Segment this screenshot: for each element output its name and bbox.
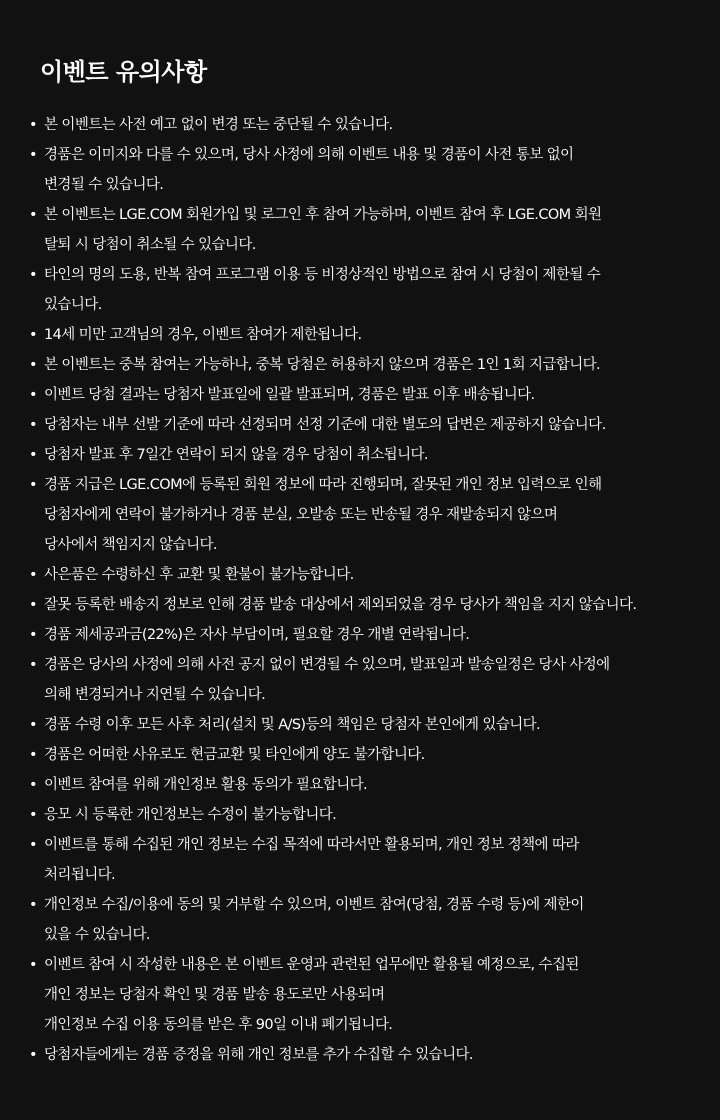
notice-line: 이벤트 참여를 위해 개인정보 활용 동의가 필요합니다.: [44, 777, 368, 793]
notice-line: 있습니다.: [44, 297, 102, 313]
notice-item: [0, 260, 720, 320]
notice-line: 잘못 등록한 배송지 정보로 인해 경품 발송 대상에서 제외되었을 경우 당사가 책임을 지지 않습니다.: [44, 597, 637, 613]
notice-line: 개인정보 수집/이용에 동의 및 거부할 수 있으며, 이벤트 참여(당첨, 경품 수령 등)에 제한이: [44, 897, 584, 913]
notice-list: [0, 110, 720, 1070]
notice-item: [0, 440, 720, 470]
notice-line: 경품은 당사의 사정에 의해 사전 공지 없이 변경될 수 있으며, 발표일과 발송일정은 당사 사정에: [44, 657, 610, 673]
bullet-dot-icon: •: [29, 837, 37, 853]
notice-item: [0, 650, 720, 710]
bullet-dot-icon: •: [29, 597, 37, 613]
notice-line: 본 이벤트는 사전 예고 없이 변경 또는 중단될 수 있습니다.: [44, 117, 393, 133]
notice-item: [0, 950, 720, 1040]
notice-line: 경품 수령 이후 모든 사후 처리(설치 및 A/S)등의 책임은 당첨자 본인에게 있습니다.: [44, 717, 541, 733]
bullet-dot-icon: •: [29, 1047, 37, 1063]
notice-line: 응모 시 등록한 개인정보는 수정이 불가능합니다.: [44, 807, 337, 823]
notice-line: 당첨자는 내부 선발 기준에 따라 선정되며 선정 기준에 대한 별도의 답변은 제공하지 않습니다.: [44, 417, 606, 433]
bullet-dot-icon: •: [29, 117, 37, 133]
notice-item: [0, 470, 720, 560]
notice-item: [0, 320, 720, 350]
notice-line: 사은품은 수령하신 후 교환 및 환불이 불가능합니다.: [44, 567, 354, 583]
notice-line: 당사에서 책임지지 않습니다.: [44, 537, 217, 553]
bullet-dot-icon: •: [29, 357, 37, 373]
bullet-dot-icon: •: [29, 417, 37, 433]
notice-item: [0, 1040, 720, 1070]
notice-item: [0, 830, 720, 890]
notice-item: [0, 140, 720, 200]
bullet-dot-icon: •: [29, 627, 37, 643]
bullet-dot-icon: •: [29, 807, 37, 823]
notice-line: 경품은 어떠한 사유로도 현금교환 및 타인에게 양도 불가합니다.: [44, 747, 425, 763]
notice-item: [0, 770, 720, 800]
notice-line: 처리됩니다.: [44, 867, 116, 883]
notice-item: [0, 590, 720, 620]
bullet-dot-icon: •: [29, 387, 37, 403]
notice-line: 타인의 명의 도용, 반복 참여 프로그램 이용 등 비정상적인 방법으로 참여 시 당첨이 제한될 수: [44, 267, 601, 283]
bullet-dot-icon: •: [29, 447, 37, 463]
bullet-dot-icon: •: [29, 477, 37, 493]
bullet-dot-icon: •: [29, 567, 37, 583]
bullet-dot-icon: •: [29, 777, 37, 793]
notice-item: [0, 800, 720, 830]
notice-line: 본 이벤트는 중복 참여는 가능하나, 중복 당첨은 허용하지 않으며 경품은 1인 1회 지급합니다.: [44, 357, 601, 373]
notice-item: [0, 890, 720, 950]
notice-item: [0, 380, 720, 410]
notice-line: 이벤트 당첨 결과는 당첨자 발표일에 일괄 발표되며, 경품은 발표 이후 배송됩니다.: [44, 387, 535, 403]
notice-line: 14세 미만 고객님의 경우, 이벤트 참여가 제한됩니다.: [44, 327, 362, 343]
notice-line: 경품은 이미지와 다를 수 있으며, 당사 사정에 의해 이벤트 내용 및 경품이 사전 통보 없이: [44, 147, 574, 163]
notice-line: 이벤트를 통해 수집된 개인 정보는 수집 목적에 따라서만 활용되며, 개인 정보 정책에 따라: [44, 837, 579, 853]
notice-line: 경품 제세공과금(22%)은 자사 부담이며, 필요할 경우 개별 연락됩니다.: [44, 627, 470, 643]
bullet-dot-icon: •: [29, 897, 37, 913]
notice-line: 경품 지급은 LGE.COM에 등록된 회원 정보에 따라 진행되며, 잘못된 개인 정보 입력으로 인해: [44, 477, 602, 493]
notice-item: [0, 110, 720, 140]
notice-line: 의해 변경되거나 지연될 수 있습니다.: [44, 687, 266, 703]
notice-item: [0, 710, 720, 740]
notice-line: 탈퇴 시 당첨이 취소될 수 있습니다.: [44, 237, 256, 253]
bullet-dot-icon: •: [29, 207, 37, 223]
notice-item: [0, 620, 720, 650]
notice-line: 당첨자에게 연락이 불가하거나 경품 분실, 오발송 또는 반송될 경우 재발송되지 않으며: [44, 507, 558, 523]
notice-line: 변경될 수 있습니다.: [44, 177, 164, 193]
notice-line: 개인 정보는 당첨자 확인 및 경품 발송 용도로만 사용되며: [44, 987, 385, 1003]
bullet-dot-icon: •: [29, 957, 37, 973]
bullet-dot-icon: •: [29, 657, 37, 673]
notice-item: [0, 350, 720, 380]
bullet-dot-icon: •: [29, 147, 37, 163]
notice-line: 개인정보 수집 이용 동의를 받은 후 90일 이내 폐기됩니다.: [44, 1017, 393, 1033]
notice-item: [0, 560, 720, 590]
bullet-dot-icon: •: [29, 267, 37, 283]
notice-line: 이벤트 참여 시 작성한 내용은 본 이벤트 운영과 관련된 업무에만 활용될 예정으로, 수집된: [44, 957, 579, 973]
notice-item: [0, 200, 720, 260]
notice-item: [0, 410, 720, 440]
notice-line: 본 이벤트는 LGE.COM 회원가입 및 로그인 후 참여 가능하며, 이벤트 참여 후 LGE.COM 회원: [44, 207, 602, 223]
bullet-dot-icon: •: [29, 747, 37, 763]
bullet-dot-icon: •: [29, 717, 37, 733]
bullet-dot-icon: •: [29, 327, 37, 343]
notice-item: [0, 740, 720, 770]
notice-line: 당첨자들에게는 경품 증정을 위해 개인 정보를 추가 수집할 수 있습니다.: [44, 1047, 473, 1063]
page-title: 이벤트 유의사항: [40, 58, 207, 86]
notice-line: 당첨자 발표 후 7일간 연락이 되지 않을 경우 당첨이 취소됩니다.: [44, 447, 428, 463]
notice-line: 있을 수 있습니다.: [44, 927, 150, 943]
